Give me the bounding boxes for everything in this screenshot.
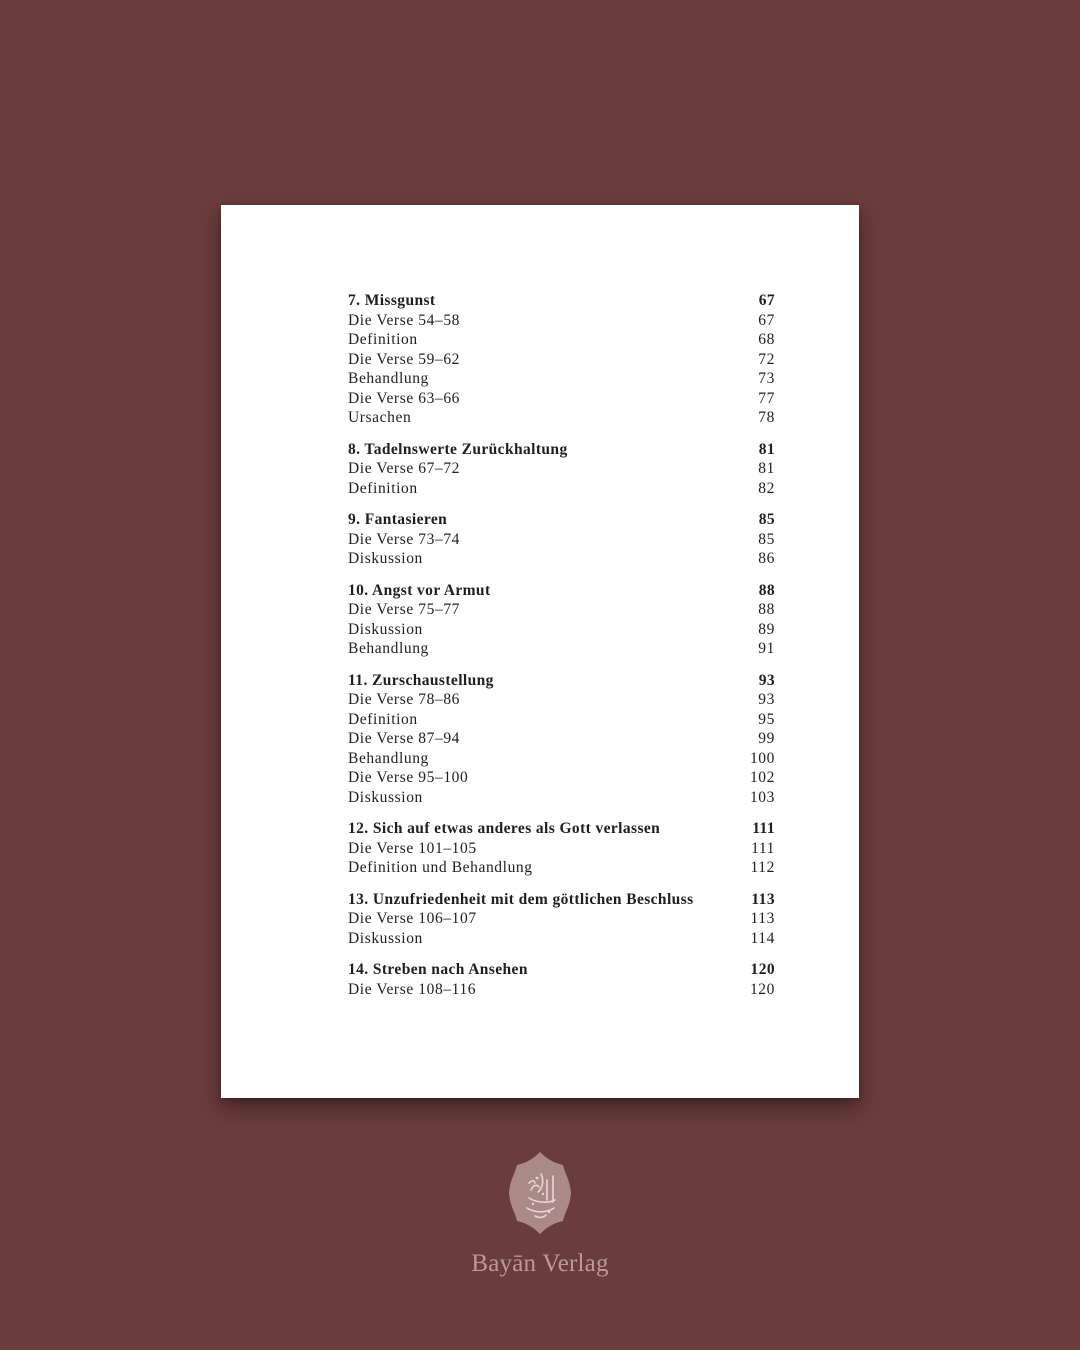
entry-title: Behandlung <box>348 749 429 767</box>
toc-chapter-group <box>348 890 775 949</box>
toc-chapter-row <box>348 291 775 311</box>
page-number: 68 <box>758 331 775 348</box>
toc-chapter-row <box>348 819 775 839</box>
entry-title: Die Verse 95–100 <box>348 769 469 786</box>
page-number: 111 <box>751 839 775 857</box>
toc-chapter-row <box>348 671 775 691</box>
page-number: 85 <box>758 530 775 548</box>
toc-entry-row <box>348 549 775 569</box>
page-number: 93 <box>758 691 775 708</box>
page-number: 81 <box>758 440 775 458</box>
page-number: 82 <box>758 479 775 497</box>
page-number: 114 <box>750 929 775 947</box>
chapter-title: 8. Tadelnswerte Zurückhaltung <box>348 440 568 458</box>
page-number: 103 <box>749 788 775 806</box>
toc-entry-row <box>348 311 775 331</box>
entry-title: Die Verse 78–86 <box>348 691 461 708</box>
toc-chapter-group <box>348 960 775 999</box>
toc-entry-row <box>348 639 775 659</box>
toc-entry-row <box>348 710 775 730</box>
page-number: 95 <box>758 710 775 728</box>
page-number: 81 <box>758 460 775 477</box>
toc-chapter-row <box>348 960 775 980</box>
chapter-title: 14. Streben nach Ansehen <box>348 961 528 978</box>
page-number: 86 <box>758 550 775 567</box>
toc-entry-row <box>348 600 775 620</box>
toc-entry-row <box>348 729 775 749</box>
entry-title: Die Verse 87–94 <box>348 730 461 747</box>
chapter-title: 7. Missgunst <box>348 292 436 309</box>
toc-entry-row <box>348 459 775 479</box>
page-number: 88 <box>758 581 775 599</box>
entry-title: Die Verse 59–62 <box>348 350 461 368</box>
chapter-title: 9. Fantasieren <box>348 511 448 528</box>
toc-chapter-row <box>348 510 775 530</box>
toc-chapter-group <box>348 581 775 659</box>
chapter-title: 11. Zurschaustellung <box>348 671 494 689</box>
book-page <box>221 205 859 1098</box>
entry-title: Die Verse 63–66 <box>348 389 461 407</box>
toc-entry-row <box>348 530 775 550</box>
toc-entry-row <box>348 768 775 788</box>
toc-entry-row <box>348 350 775 370</box>
toc-entry-row <box>348 330 775 350</box>
page-number: 120 <box>749 980 775 998</box>
toc-entry-row <box>348 980 775 1000</box>
toc-chapter-row <box>348 440 775 460</box>
toc-entry-row <box>348 479 775 499</box>
toc-entry-row <box>348 408 775 428</box>
entry-title: Die Verse 73–74 <box>348 530 461 548</box>
entry-title: Die Verse 54–58 <box>348 311 461 329</box>
page-number: 93 <box>758 671 775 689</box>
entry-title: Die Verse 106–107 <box>348 910 477 927</box>
entry-title: Die Verse 75–77 <box>348 601 461 618</box>
toc-entry-row <box>348 749 775 769</box>
page-number: 120 <box>750 961 775 978</box>
toc-entry-row <box>348 620 775 640</box>
toc-chapter-group <box>348 291 775 428</box>
page-number: 67 <box>758 311 775 329</box>
toc-chapter-group <box>348 819 775 878</box>
page-number: 72 <box>758 350 775 368</box>
entry-title: Definition <box>348 710 418 728</box>
chapter-title: 13. Unzufriedenheit mit dem göttlichen Beschluss <box>348 890 694 908</box>
page-number: 113 <box>750 910 775 927</box>
page-number: 67 <box>758 292 775 309</box>
toc-entry-row <box>348 909 775 929</box>
page-number: 99 <box>758 730 775 747</box>
entry-title: Definition <box>348 331 418 348</box>
toc-chapter-group <box>348 440 775 499</box>
toc-entry-row <box>348 389 775 409</box>
entry-title: Definition und Behandlung <box>348 859 533 876</box>
entry-title: Die Verse 67–72 <box>348 460 461 477</box>
toc-entry-row <box>348 369 775 389</box>
entry-title: Behandlung <box>348 640 429 657</box>
page-number: 100 <box>749 749 775 767</box>
page-number: 85 <box>758 511 775 528</box>
entry-title: Die Verse 108–116 <box>348 980 477 998</box>
toc-entry-row <box>348 788 775 808</box>
toc-chapter-group <box>348 671 775 808</box>
entry-title: Diskussion <box>348 620 423 638</box>
entry-title: Die Verse 101–105 <box>348 839 477 857</box>
page-number: 91 <box>758 640 775 657</box>
toc-entry-row <box>348 839 775 859</box>
chapter-title: 10. Angst vor Armut <box>348 581 491 599</box>
page-number: 78 <box>758 409 775 426</box>
page-number: 77 <box>758 389 775 407</box>
chapter-title: 12. Sich auf etwas anderes als Gott verlassen <box>348 820 661 837</box>
entry-title: Definition <box>348 479 418 497</box>
page-number: 73 <box>758 370 775 387</box>
publisher-block <box>0 1150 1080 1278</box>
toc-entry-row <box>348 858 775 878</box>
toc-chapter-row <box>348 890 775 910</box>
page-number: 88 <box>758 601 775 618</box>
entry-title: Ursachen <box>348 409 412 426</box>
toc-chapter-row <box>348 581 775 601</box>
toc-chapter-group <box>348 510 775 569</box>
publisher-name: Bayān Verlag <box>471 1250 609 1277</box>
entry-title: Diskussion <box>348 788 423 806</box>
page-number: 111 <box>752 820 775 837</box>
table-of-contents <box>348 291 775 1011</box>
page-number: 112 <box>750 859 775 876</box>
entry-title: Diskussion <box>348 929 423 947</box>
page-number: 113 <box>751 890 775 908</box>
entry-title: Behandlung <box>348 370 429 387</box>
toc-entry-row <box>348 690 775 710</box>
toc-entry-row <box>348 929 775 949</box>
entry-title: Diskussion <box>348 550 423 567</box>
page-number: 102 <box>749 769 775 786</box>
calligraphy-emblem-icon <box>507 1150 573 1236</box>
page-number: 89 <box>758 620 775 638</box>
